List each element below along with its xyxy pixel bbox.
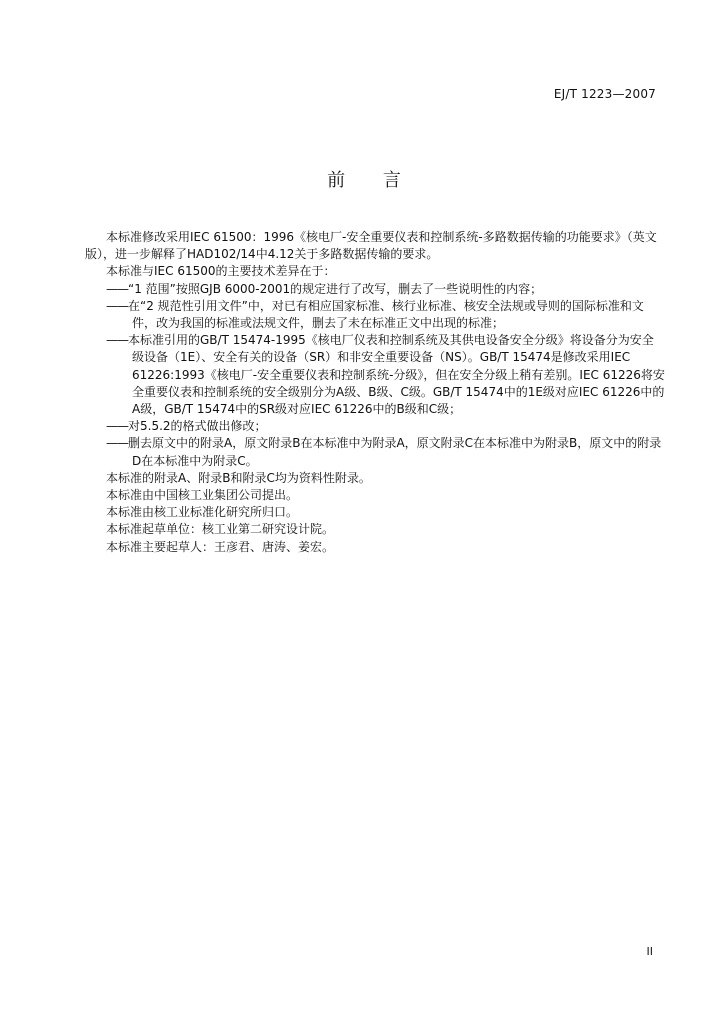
difference-item-4 xyxy=(85,418,665,435)
closing-line-drafting-unit: 本标准起草单位：核工业第二研究设计院。 xyxy=(106,522,335,537)
closing-line-annexes: 本标准的附录A、附录B和附录C均为资料性附录。 xyxy=(106,470,371,485)
page-number: II xyxy=(646,945,653,958)
dash-marker: —— xyxy=(106,281,128,296)
difference-item-3 xyxy=(85,332,665,418)
dash-marker: —— xyxy=(106,298,128,313)
differences-intro: 本标准与IEC 61500的主要技术差异在于： xyxy=(106,264,336,279)
dash-marker: —— xyxy=(106,419,128,434)
foreword-body xyxy=(85,229,665,556)
difference-item-2 xyxy=(85,298,665,332)
difference-text: 对5.5.2的格式做出修改； xyxy=(128,419,267,434)
standard-code: EJ/T 1223—2007 xyxy=(553,87,656,101)
difference-item-1 xyxy=(85,281,665,298)
difference-text: 删去原文中的附录A，原文附录B在本标准中为附录A，原文附录C在本标准中为附录B，原文中的附录D在本标准中为附录C。 xyxy=(128,436,662,468)
dash-marker: —— xyxy=(106,333,128,348)
page-title: 前 言 xyxy=(327,170,417,191)
difference-text: 本标准引用的GB/T 15474-1995《核电厂仪表和控制系统及其供电设备安全分级》将设备分为安全级设备（1E）、安全有关的设备（SR）和非安全重要设备（NS）。GB/T 15474是修改采用IEC 61226:1993《核电厂-安全重要仪表和控制系统-分级》，但在安全分级上稍有差别。IEC 61226将安全重要仪表和控制系统的安全级别分为A级、B级、C级。GB/T 15474中的1E级对应IEC 61226中的A级，GB/T 15474中的SR级对应IEC 61226中的B级和C级； xyxy=(128,333,665,417)
closing-line-proposer: 本标准由中国核工业集团公司提出。 xyxy=(106,488,299,503)
dash-marker: —— xyxy=(106,436,128,451)
difference-text: 在“2 规范性引用文件”中，对已有相应国家标准、核行业标准、核安全法规或导则的国际标准和文件，改为我国的标准或法规文件，删去了未在标准正文中出现的标准； xyxy=(128,298,644,331)
closing-line-drafters: 本标准主要起草人：王彦君、唐涛、姜宏。 xyxy=(106,539,335,554)
intro-paragraph: 本标准修改采用IEC 61500：1996《核电厂-安全重要仪表和控制系统-多路数据传输的功能要求》（英文版），进一步解释了HAD102/14中4.12关于多路数据传输的要求。 xyxy=(85,230,657,262)
closing-line-administrator: 本标准由核工业标准化研究所归口。 xyxy=(106,505,299,520)
difference-item-5 xyxy=(85,435,665,469)
difference-text: “1 范围”按照GJB 6000-2001的规定进行了改写，删去了一些说明性的内容； xyxy=(128,281,543,296)
